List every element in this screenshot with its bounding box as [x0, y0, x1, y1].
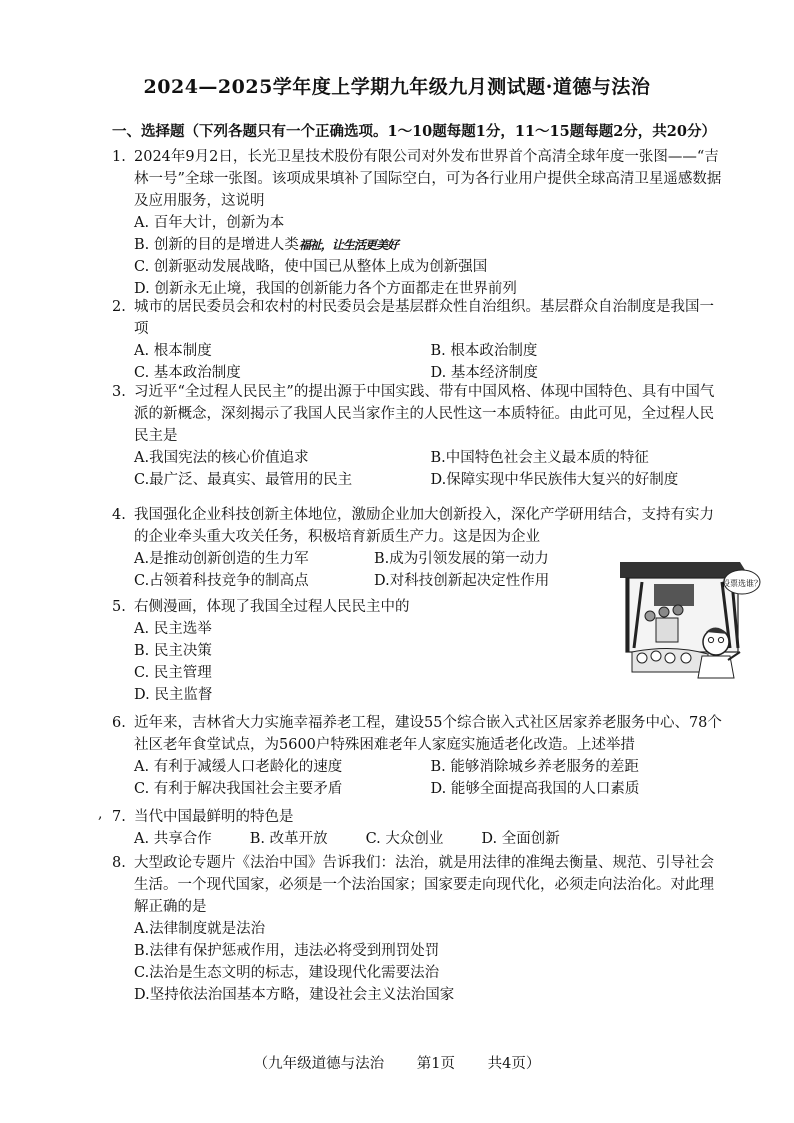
question-number: 2.	[112, 299, 126, 315]
pen-mark: ,	[98, 806, 103, 822]
option-c: C. 大众创业	[365, 831, 444, 847]
handwritten-note: 福祉，让生活更美好	[298, 238, 398, 252]
option-c: C. 民主管理	[134, 665, 212, 681]
question-1	[112, 146, 727, 300]
option-a: A.是推动创新创造的生力军	[134, 551, 309, 567]
option-a: A. 民主选举	[134, 621, 212, 637]
question-stem: 2024年9月2日，长光卫星技术股份有限公司对外发布世界首个高清全球年度一张图——“吉林一号”全球一张图。该项成果填补了国际空白，可为各行业用户提供全球高清卫星遥感数据及应用服务，这说明	[134, 149, 722, 209]
footer-subject: （九年级道德与法治	[253, 1056, 385, 1072]
question-stem: 右侧漫画，体现了我国全过程人民民主中的	[134, 599, 410, 615]
question-stem: 习近平“全过程人民民主”的提出源于中国实践、带有中国风格、体现中国特色、具有中国气派的新概念，深刻揭示了我国人民当家作主的人民性这一本质特征。由此可见，全过程人民民主是	[134, 384, 715, 444]
option-b: B.成为引领发展的第一动力	[374, 551, 549, 567]
option-a: A. 有利于减缓人口老龄化的速度	[134, 759, 343, 775]
question-5	[112, 596, 592, 706]
question-2	[112, 296, 727, 384]
question-stem: 大型政论专题片《法治中国》告诉我们：法治，就是用法律的准绳去衡量、规范、引导社会生活。一个现代国家，必须是一个法治国家；国家要走向现代化，必须走向法治化。对此理解正确的是	[134, 855, 714, 915]
speech-bubble-text: 投票选谁？	[722, 579, 762, 588]
option-d: D.保障实现中华民族伟大复兴的好制度	[430, 472, 679, 488]
option-b: B. 能够消除城乡养老服务的差距	[430, 759, 639, 775]
option-b: B. 创新的目的是增进人类福祉，让生活更美好	[134, 237, 398, 253]
option-d: D. 全面创新	[481, 831, 560, 847]
option-b: B.中国特色社会主义最本质的特征	[430, 450, 649, 466]
question-number: 4.	[112, 507, 126, 523]
question-number: 6.	[112, 715, 126, 731]
option-d: D. 能够全面提高我国的人口素质	[430, 781, 640, 797]
option-d: D. 基本经济制度	[430, 365, 538, 381]
question-number: 8.	[112, 855, 126, 871]
option-a: A. 根本制度	[134, 343, 212, 359]
question-7	[112, 806, 727, 850]
question-stem: 我国强化企业科技创新主体地位，激励企业加大创新投入，深化产学研用结合，支持有实力的企业牵头重大攻关任务，积极培育新质生产力。这是因为企业	[134, 507, 714, 545]
option-b: B. 根本政治制度	[430, 343, 538, 359]
question-stem: 近年来，吉林省大力实施幸福养老工程，建设55个综合嵌入式社区居家养老服务中心、78个社区老年食堂试点，为5600户特殊困难老年人家庭实施适老化改造。上述举措	[134, 715, 722, 753]
footer-total-pages: 共4页）	[487, 1056, 541, 1072]
option-d: D.对科技创新起决定性作用	[374, 573, 550, 589]
option-a: A. 共享合作	[134, 831, 212, 847]
option-d: D. 民主监督	[134, 687, 213, 703]
question-6	[112, 712, 727, 800]
option-b: B. 民主决策	[134, 643, 212, 659]
footer-page-number: 第1页	[416, 1056, 455, 1072]
question-3	[112, 381, 727, 491]
page-footer	[0, 1052, 794, 1073]
option-c: C. 创新驱动发展战略，使中国已从整体上成为创新强国	[134, 259, 488, 275]
exam-title: 2024—2025学年度上学期九年级九月测试题·道德与法治	[143, 76, 651, 98]
question-number: 5.	[112, 599, 126, 615]
section-heading: 一、选择题（下列各题只有一个正确选项。1～10题每题1分，11～15题每题2分，共20分）	[112, 123, 716, 140]
option-b: B. 改革开放	[249, 831, 328, 847]
question-number: 3.	[112, 384, 126, 400]
option-a: A. 百年大计，创新为本	[134, 215, 285, 231]
option-a: A.法律制度就是法治	[134, 921, 266, 937]
option-c: C.占领着科技竞争的制高点	[134, 573, 309, 589]
question-stem: 城市的居民委员会和农村的村民委员会是基层群众性自治组织。基层群众自治制度是我国一项	[134, 299, 714, 337]
option-c: C. 有利于解决我国社会主要矛盾	[134, 781, 343, 797]
question-8	[112, 852, 727, 1006]
option-d: D.坚持依法治国基本方略，建设社会主义法治国家	[134, 987, 455, 1003]
question-number: 1.	[112, 149, 126, 165]
option-b: B.法律有保护惩戒作用，违法必将受到刑罚处罚	[134, 943, 440, 959]
question-stem: 当代中国最鲜明的特色是	[134, 809, 294, 825]
option-c: C. 基本政治制度	[134, 365, 241, 381]
option-c: C.法治是生态文明的标志，建设现代化需要法治	[134, 965, 440, 981]
cartoon-illustration	[612, 548, 762, 680]
question-number: 7.	[112, 809, 126, 825]
option-a: A.我国宪法的核心价值追求	[134, 450, 309, 466]
option-c: C.最广泛、最真实、最管用的民主	[134, 472, 353, 488]
option-d: D. 创新永无止境，我国的创新能力各个方面都走在世界前列	[134, 281, 517, 297]
